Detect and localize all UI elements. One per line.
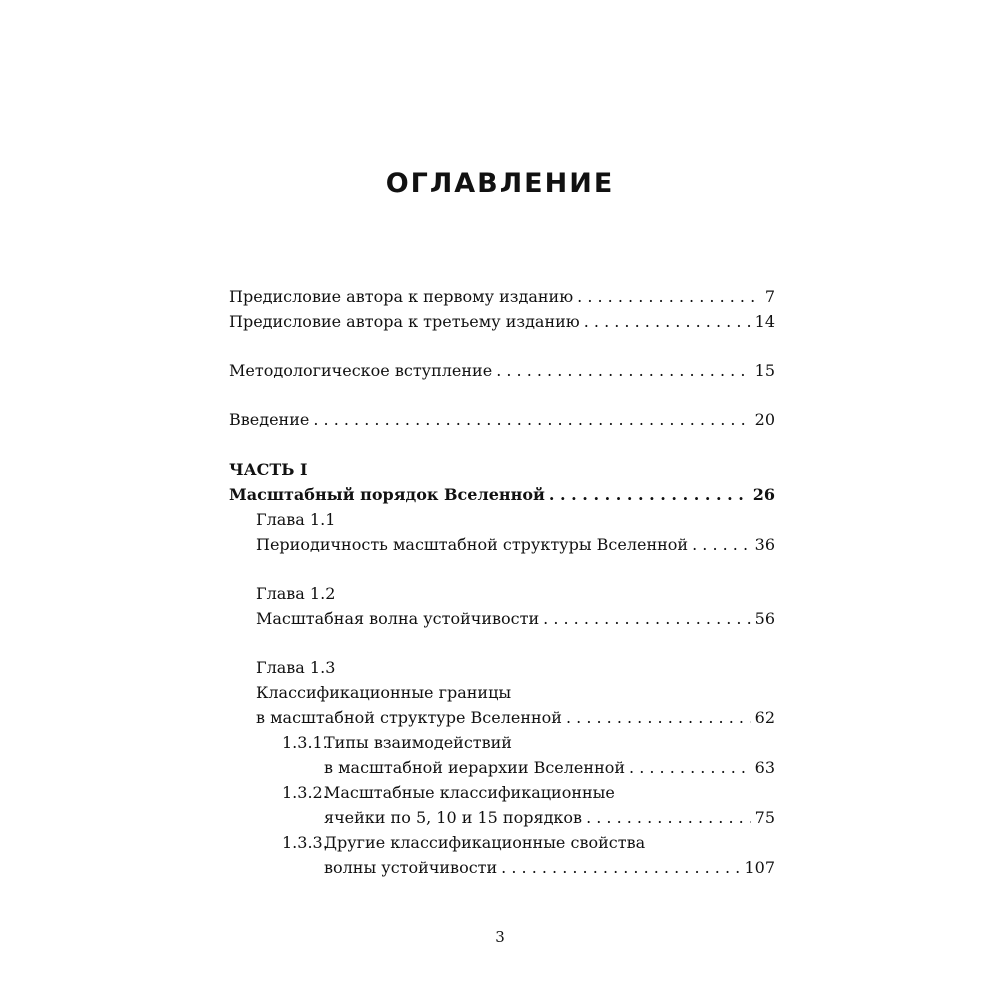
toc-entry-text: Введение [229, 410, 310, 429]
toc-entry-text: Методологическое вступление [229, 361, 493, 380]
dot-leader [692, 532, 751, 557]
toc-entry-text: волны устойчивости [324, 858, 498, 877]
toc-entry-text: Предисловие автора к третьему изданию [229, 312, 580, 331]
toc-entry-text: Предисловие автора к первому изданию [229, 287, 574, 306]
section-number: 1.3.2. [282, 783, 328, 802]
toc-page-number: 62 [754, 708, 775, 727]
toc-entry-text: Масштабная волна устойчивости [256, 609, 540, 628]
toc-page-number: 75 [754, 808, 775, 827]
toc-entry-text-line: Масштабные классификационные [324, 783, 615, 802]
toc-page-number: 36 [754, 535, 775, 554]
toc-entry-text-line: Типы взаимодействий [324, 733, 512, 752]
dot-leader [313, 407, 750, 432]
toc-entry-text-line: Другие классификационные свойства [324, 833, 646, 852]
section-number: 1.3.3. [282, 833, 328, 852]
dot-leader [577, 284, 761, 309]
toc-page-number: 63 [754, 758, 775, 777]
toc-entry-text: ячейки по 5, 10 и 15 порядков [324, 808, 583, 827]
toc-entry-part-1 [229, 482, 775, 507]
toc-entry-section-1-3-3 [229, 855, 775, 880]
section-heading-1-3-2 [229, 780, 775, 805]
dot-leader [566, 705, 751, 730]
chapter-label-1-2: Глава 1.2 [256, 584, 336, 603]
toc-entry-text-line: Классификационные границы [256, 683, 512, 702]
toc-entry-preface-third [229, 309, 775, 334]
toc-entry-section-1-3-2 [229, 805, 775, 830]
dot-leader [496, 358, 750, 383]
toc-entry-chapter-1-2 [229, 606, 775, 631]
table-of-contents [229, 284, 775, 880]
toc-entry-methodology [229, 358, 775, 383]
toc-entry-section-1-3-1 [229, 755, 775, 780]
toc-page-number: 15 [754, 361, 775, 380]
toc-entry-text: Масштабный порядок Вселенной [229, 485, 545, 504]
toc-page-number: 26 [752, 485, 775, 504]
toc-entry-preface-first [229, 284, 775, 309]
dot-leader [543, 606, 751, 631]
page-number: 3 [495, 928, 505, 946]
section-heading-1-3-1 [229, 730, 775, 755]
toc-page-number: 7 [764, 287, 775, 306]
toc-page-number: 14 [754, 312, 775, 331]
dot-leader [584, 309, 751, 334]
dot-leader [586, 805, 751, 830]
toc-page-number: 20 [754, 410, 775, 429]
toc-entry-introduction [229, 407, 775, 432]
toc-entry-chapter-1-3 [229, 705, 775, 730]
toc-entry-text: в масштабной структуре Вселенной [256, 708, 562, 727]
toc-entry-text: в масштабной иерархии Вселенной [324, 758, 626, 777]
toc-entry-text: Периодичность масштабной структуры Вселенной [256, 535, 689, 554]
dot-leader [629, 755, 751, 780]
part-label: ЧАСТЬ I [229, 460, 308, 479]
chapter-label-1-1: Глава 1.1 [256, 510, 336, 529]
toc-page-number: 56 [754, 609, 775, 628]
section-heading-1-3-3 [229, 830, 775, 855]
dot-leader [549, 482, 749, 507]
toc-entry-chapter-1-1 [229, 532, 775, 557]
dot-leader [501, 855, 740, 880]
toc-page-number: 107 [744, 858, 775, 877]
section-number: 1.3.1. [282, 733, 328, 752]
page-title: ОГЛАВЛЕНИЕ [385, 168, 615, 199]
chapter-label-1-3: Глава 1.3 [256, 658, 336, 677]
